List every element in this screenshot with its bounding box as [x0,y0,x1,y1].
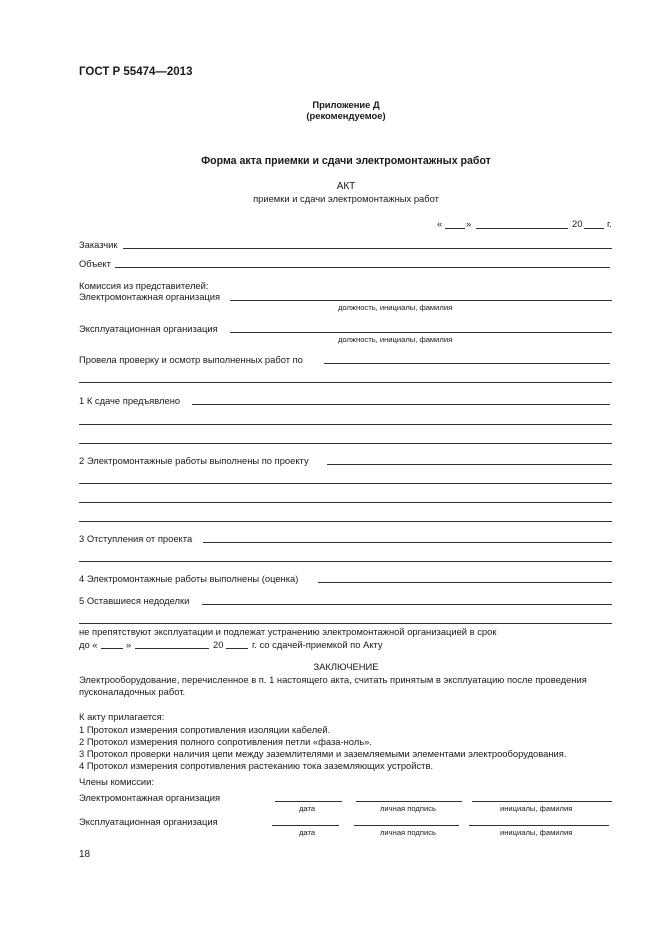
page-number: 18 [79,849,91,860]
date-year-suffix: г. [607,218,612,229]
member-date-caption: дата [299,804,316,813]
customer-label: Заказчик [79,239,118,250]
member-signature-caption: личная подпись [380,804,436,813]
item-1-line [192,404,610,405]
member-date-caption: дата [299,828,316,837]
deadline-month-line [135,648,209,649]
conclusion-line-2: пусконаладочных работ. [79,686,186,697]
member-signature-line [356,801,462,802]
operating-org-label: Эксплуатационная организация [79,323,218,334]
member-signature-caption: личная подпись [380,828,436,837]
member-date-line [272,825,339,826]
conclusion-line-1: Электрооборудование, перечисленное в п. 1 настоящего акта, считать принятым в эксплуатацию после проведения [79,674,587,685]
date-month-line [476,228,568,229]
customer-line [123,248,612,249]
item-4-line [318,582,612,583]
electro-org-caption: должность, инициалы, фамилия [338,303,453,312]
date-open-quote: « [437,218,443,229]
appendix-title: Приложение Д [312,99,380,110]
item-2-line-2 [79,483,612,484]
attachment-item: 4 Протокол измерения сопротивления растеканию тока заземляющих устройств. [79,760,434,771]
attachments-title: К акту прилагается: [79,711,165,722]
member-signature-line [354,825,459,826]
attachment-item: 1 Протокол измерения сопротивления изоляции кабелей. [79,724,331,735]
item-1-line-3 [79,443,612,444]
item-1-line-2 [79,424,612,425]
object-line [115,267,610,268]
operating-org-caption: должность, инициалы, фамилия [338,335,453,344]
deadline-year-line [226,648,248,649]
conclusion-title: ЗАКЛЮЧЕНИЕ [313,661,379,672]
deadline-year: 20 [213,639,224,650]
item-3-label: 3 Отступления от проекта [79,533,193,544]
date-day-line [445,228,465,229]
appendix-note: (рекомендуемое) [306,110,386,121]
member-name-line [472,801,612,802]
member-name-caption: инициалы, фамилия [500,804,573,813]
attachment-item: 2 Протокол измерения полного сопротивления петли «фаза-ноль». [79,736,372,747]
date-year-prefix: 20 [572,218,583,229]
members-title: Члены комиссии: [79,776,155,787]
deadline-day-line [101,648,123,649]
deadline-quote-close: » [126,639,132,650]
member-org: Эксплуатационная организация [79,816,218,827]
item-2-line-4 [79,521,612,522]
deadline-suffix: г. со сдачей-приемкой по Акту [252,639,383,650]
item-1-label: 1 К сдаче предъявлено [79,395,181,406]
item-5-line [202,604,612,605]
inspection-label: Провела проверку и осмотр выполненных работ по [79,354,303,365]
deadline-prefix: до « [79,639,98,650]
date-close-quote: » [466,218,472,229]
standard-header: ГОСТ Р 55474—2013 [79,66,193,78]
deadline-text: не препятствуют эксплуатации и подлежат устранению электромонтажной организацией в срок [79,626,497,637]
inspection-line [324,363,610,364]
object-label: Объект [79,258,111,269]
member-name-line [469,825,609,826]
member-org: Электромонтажная организация [79,792,221,803]
attachment-item: 3 Протокол проверки наличия цепи между заземлителями и заземляемыми элементами электрооборудования. [79,748,567,759]
member-date-line [275,801,342,802]
item-3-line [203,542,612,543]
item-5-label: 5 Оставшиеся недоделки [79,595,190,606]
item-2-line-3 [79,502,612,503]
inspection-line-2 [79,382,612,383]
act-subtitle: приемки и сдачи электромонтажных работ [253,193,439,204]
item-3-line-2 [79,561,612,562]
item-4-label: 4 Электромонтажные работы выполнены (оценка) [79,573,299,584]
item-2-label: 2 Электромонтажные работы выполнены по проекту [79,455,309,466]
item-2-line [327,464,612,465]
commission-label: Комиссия из представителей: [79,280,209,291]
member-name-caption: инициалы, фамилия [500,828,573,837]
operating-org-line [230,332,612,333]
form-title: Форма акта приемки и сдачи электромонтажных работ [201,155,491,167]
item-5-line-2 [79,623,612,624]
electro-org-label: Электромонтажная организация [79,291,221,302]
electro-org-line [230,300,612,301]
act-title: АКТ [336,181,356,192]
date-year-line [584,228,604,229]
